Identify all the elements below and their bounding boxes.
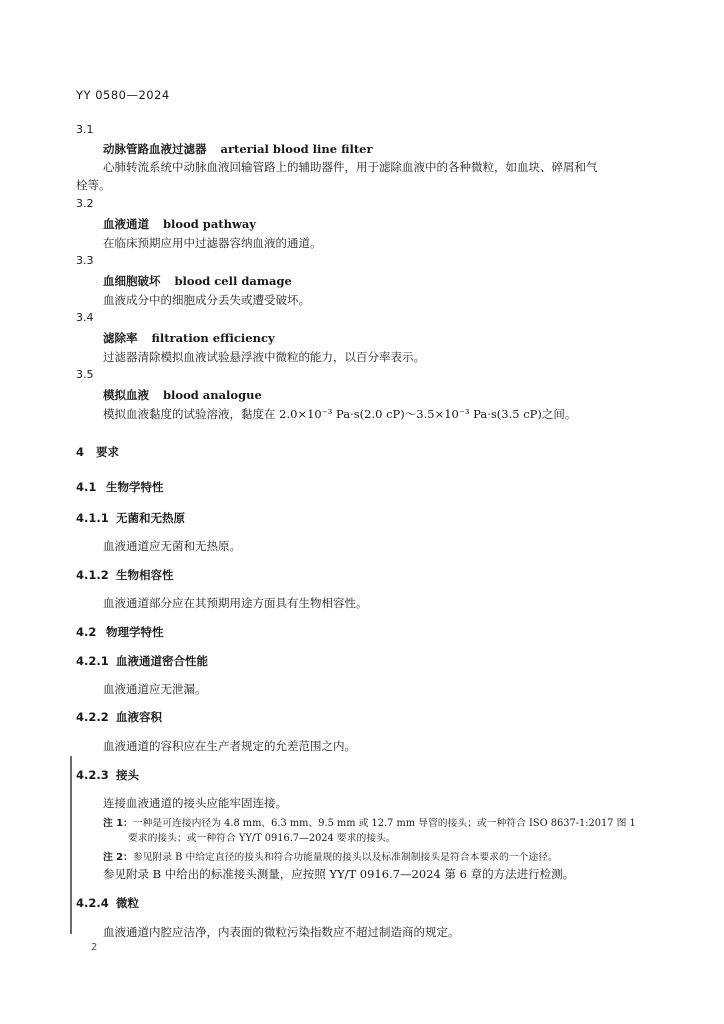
note-1-line1 <box>103 815 636 829</box>
section-heading-4-1-2 <box>76 567 174 583</box>
section-4-2-4-text: 血液通道内腔应洁净，内表面的微粒污染指数应不超过制造商的规定。 <box>103 925 460 939</box>
section-heading-4-2-4 <box>76 895 139 911</box>
definition-3-5: 模拟血液黏度的试验溶液，黏度在 2.0×10⁻³ Pa·s(2.0 cP)～3.5×10⁻³ Pa·s(3.5 cP)之间。 <box>103 407 577 421</box>
definition-3-3: 血液成分中的细胞成分丢失或遭受破坏。 <box>103 293 310 307</box>
term-en: blood cell damage <box>174 274 292 288</box>
section-4-1-2-text: 血液通道部分应在其预期用途方面具有生物相容性。 <box>103 596 368 610</box>
note-1-line2: 要求的接头；或一种符合 YY/T 0916.7—2024 要求的接头。 <box>128 833 396 844</box>
section-number: 4.1 <box>76 480 97 494</box>
section-heading-4-2-2 <box>76 709 162 725</box>
section-heading-4-2-1 <box>76 653 208 669</box>
note-2 <box>103 849 558 863</box>
term-zh: 血细胞破坏 <box>103 274 161 288</box>
section-4-2-2-text: 血液通道的容积应在生产者规定的允差范围之内。 <box>103 739 356 753</box>
section-title: 血液容积 <box>116 710 162 724</box>
section-number: 4.2.4 <box>76 896 109 910</box>
term-3-1 <box>103 141 373 157</box>
section-title: 微粒 <box>116 896 139 910</box>
definition-3-1-line1: 心肺转流系统中动脉血液回输管路上的辅助器件，用于滤除血液中的各种微粒，如血块、碎屑和气 <box>103 160 598 174</box>
document-id-header: YY 0580—2024 <box>76 88 170 102</box>
section-4-2-3-text2: 参见附录 B 中给出的标准接头测量，应按照 YY/T 0916.7—2024 第 6 章的方法进行检测。 <box>103 867 575 881</box>
term-en: filtration efficiency <box>151 331 275 345</box>
term-en: arterial blood line filter <box>220 142 373 156</box>
section-number: 4.1.2 <box>76 568 109 582</box>
term-zh: 血液通道 <box>103 217 149 231</box>
section-number: 4.1.1 <box>76 511 109 525</box>
term-3-4 <box>103 330 275 346</box>
clause-number-3-1: 3.1 <box>76 123 94 136</box>
section-number: 4.2.1 <box>76 654 109 668</box>
section-4-2-1-text: 血液通道应无泄漏。 <box>103 682 207 696</box>
clause-number-3-3: 3.3 <box>76 254 94 267</box>
term-zh: 模拟血液 <box>103 388 149 402</box>
revision-change-bar <box>70 756 72 934</box>
section-title: 无菌和无热原 <box>116 511 185 525</box>
section-number: 4.2 <box>76 625 97 639</box>
term-en: blood pathway <box>163 217 256 231</box>
section-heading-4 <box>76 444 119 460</box>
section-number: 4 <box>76 445 85 459</box>
term-3-2 <box>103 216 256 232</box>
section-title: 生物学特性 <box>106 480 164 494</box>
term-3-5 <box>103 387 262 403</box>
note-text: 一种是可连接内径为 4.8 mm、6.3 mm、9.5 mm 或 12.7 mm 导管的接头；或一种符合 ISO 8637-1:2017 图 1 <box>132 818 636 829</box>
section-4-1-1-text: 血液通道应无菌和无热原。 <box>103 539 241 553</box>
section-number: 4.2.2 <box>76 710 109 724</box>
section-title: 生物相容性 <box>116 568 174 582</box>
term-zh: 滤除率 <box>103 331 138 345</box>
clause-number-3-5: 3.5 <box>76 368 94 381</box>
section-heading-4-2-3 <box>76 767 139 783</box>
clause-number-3-4: 3.4 <box>76 311 94 324</box>
note-label: 注 2： <box>103 852 133 863</box>
definition-3-4: 过滤器清除模拟血液试验悬浮液中微粒的能力，以百分率表示。 <box>103 350 425 364</box>
note-label: 注 1： <box>103 818 133 829</box>
term-zh: 动脉管路血液过滤器 <box>103 142 207 156</box>
section-4-2-3-text: 连接血液通道的接头应能牢固连接。 <box>103 796 287 810</box>
section-heading-4-1 <box>76 479 164 495</box>
section-heading-4-1-1 <box>76 510 185 526</box>
term-3-3 <box>103 273 292 289</box>
section-title: 接头 <box>116 768 139 782</box>
section-title: 要求 <box>96 445 119 459</box>
section-title: 血液通道密合性能 <box>116 654 208 668</box>
note-text: 参见附录 B 中给定直径的接头和符合功能量规的接头以及标准制制接头是符合本要求的一个途径。 <box>132 852 558 863</box>
section-number: 4.2.3 <box>76 768 109 782</box>
page-number: 2 <box>91 942 98 953</box>
definition-3-1-line2: 栓等。 <box>76 178 111 192</box>
section-heading-4-2 <box>76 624 164 640</box>
definition-3-2: 在临床预期应用中过滤器容纳血液的通道。 <box>103 236 322 250</box>
section-title: 物理学特性 <box>106 625 164 639</box>
term-en: blood analogue <box>163 388 262 402</box>
clause-number-3-2: 3.2 <box>76 197 94 210</box>
